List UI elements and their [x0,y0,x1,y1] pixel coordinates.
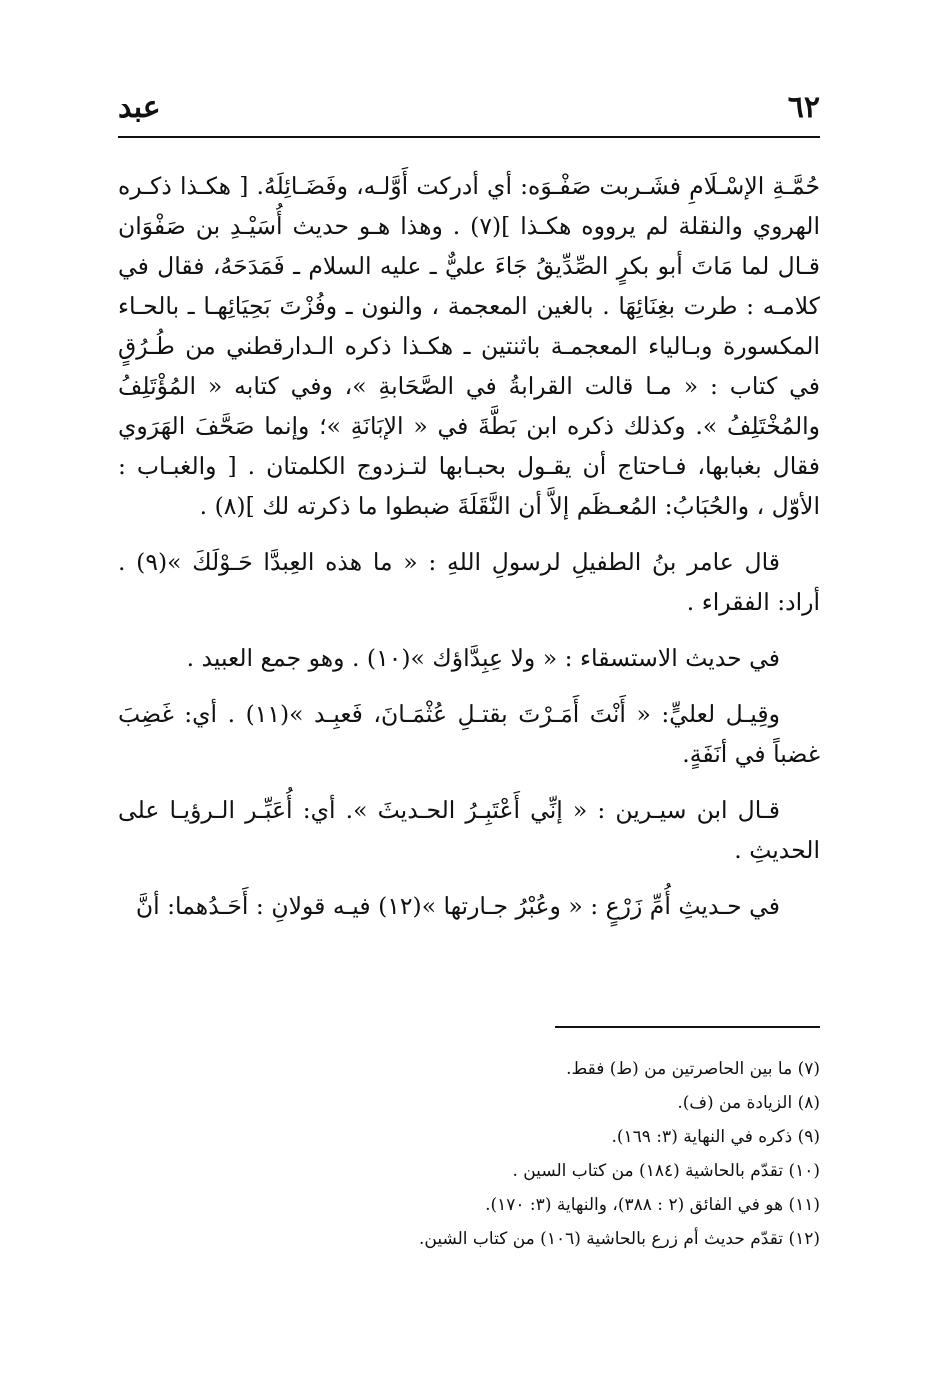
footnote-separator [555,1026,820,1028]
paragraph: قال عامر بنُ الطفيلِ لرسولِ اللهِ : « ما هذه العِبدَّا حَـوْلَكَ »(٩) . أراد: الفقراء . [118,548,820,616]
footnote: (٧) ما بين الحاصرتين من (ط) فقط. [566,1059,820,1079]
paragraph: في حديث الاستسقاء : « ولا عِبِدَّاؤك »(١٠) . وهو جمع العبيد . [186,644,780,672]
paragraph: في حـديثِ أُمِّ زَرْعٍ : « وعُبْرُ جـارتها »(١٢) فيـه قولانِ : أَحَـدُهما: أنَّ [135,892,780,920]
page-number: ٦٢ [787,90,820,125]
header-rule [118,136,820,138]
main-text [118,166,820,942]
paragraph: قـال ابن سيـرين : « إنِّي أَعْتَبِـرُ الحـديثَ ». أي: أُعَبِّـر الـرؤيـا على الحديثِ . [118,796,820,864]
footnote: (١٠) تقدّم بالحاشية (١٨٤) من كتاب السين . [512,1161,820,1181]
page-header [118,86,820,134]
footnote: (١١) هو في الفائق (٢ : ٣٨٨)، والنهاية (٣: ١٧٠). [485,1195,820,1215]
paragraph: وقِيـل لعليٍّ: « أَنْتَ أَمَـرْتَ بقتـلِ عُثْمَـانَ، فَعبِـد »(١١) . أي: غَضِبَ غضباً في أنَفَةٍ. [118,700,820,768]
footnote: (٨) الزيادة من (ف). [677,1093,820,1113]
footnotes [118,1052,820,1256]
footnote: (٩) ذكره في النهاية (٣: ١٦٩). [611,1127,820,1147]
running-head: عبد [118,90,161,125]
paragraph: حُمَّـةِ الإسْـلَامِ فشَـربت صَفْـوَه: أي أدركت أَوَّلـه، وفَضَـائِلَهُ. [ هكـذا ذكـره الهروي والنقلة لم يرووه هكـذا ](٧) . وهذا هـو حديث أُسَيْـدِ بن صَفْوَان قـال لما مَاتَ أبو بكرٍ الصِّدِّيقُ جَاءَ عليٌّ ـ عليه السلام ـ فَمَدَحَهُ، فقال في كلامـه : طرت بغِنَائِهَا . بالغين المعجمة ، والنون ـ وفُزْتَ بَحِيَائِهـا ـ بالحـاء المكسورة وبـالياء المعجمـة باثنتين ـ هكـذا ذكره الـدارقطني من طُـرُقٍ في كتاب : « مـا قالت القرابةُ في الصَّحَابةِ »، وفي كتابه « المُؤْتَلِفُ والمُخْتَلِفُ ». وكذلك ذكره ابن بَطَّةَ في « الإبَانَةِ »؛ وإنما صَحَّفَ الهَرَوي فقال بغبابها، فـاحتاج أن يقـول بحبـابها لتـزدوج الكلمتان . [ والغبـاب : الأوّل ، والحُبَابُ: المُعـظَم إلاَّ أن النَّقَلَةَ ضبطوا ما ذكرته لك ](٨) . [118,172,820,520]
footnote: (١٢) تقدّم حديث أم زرع بالحاشية (١٠٦) من كتاب الشين. [418,1229,820,1249]
